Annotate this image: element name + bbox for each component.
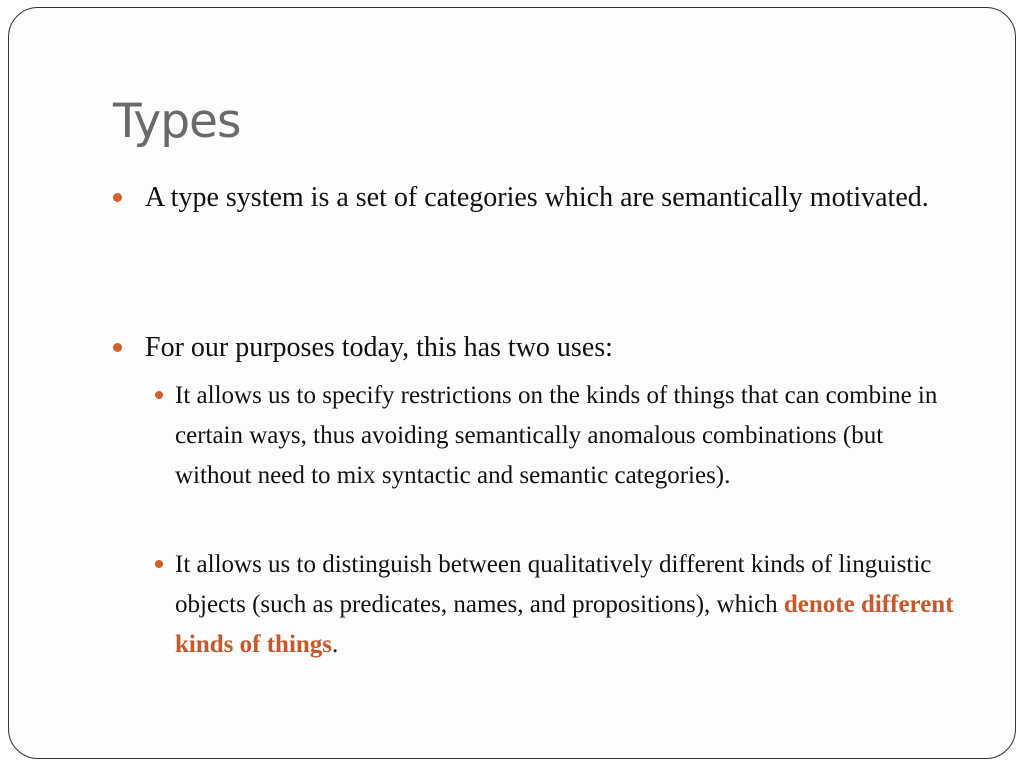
sub-bullet-dot-icon — [155, 560, 163, 568]
bullet-dot-icon — [113, 343, 122, 352]
sub-bullet-text — [175, 545, 955, 665]
sub-bullet-restrictions — [155, 376, 955, 496]
slide-frame — [8, 7, 1016, 759]
slide-body — [9, 8, 1015, 758]
bullet-text: For our purposes today, this has two uses: — [145, 332, 613, 363]
sub-bullet-text: It allows us to specify restrictions on the kinds of things that can combine in certain ways, thus avoiding semantically anomalous combinations (but without need to mix syntactic and semantic categories). — [175, 382, 938, 489]
emphasis-text: denote different kinds of things — [175, 591, 954, 658]
bullet-text: A type system is a set of categories which are semantically motivated. — [145, 182, 929, 213]
bullet-type-system — [113, 176, 933, 220]
sub-bullet-text-start: It allows us to distinguish between qualitatively different kinds of linguistic objects (such as predicates, names, and propositions), which — [175, 551, 932, 618]
sub-bullet-text-end: . — [332, 631, 339, 658]
bullet-two-uses — [113, 326, 933, 370]
bullet-dot-icon — [113, 193, 122, 202]
sub-bullet-dot-icon — [155, 391, 163, 399]
sub-bullet-distinguish — [155, 545, 955, 665]
slide-title: Types — [113, 94, 241, 149]
